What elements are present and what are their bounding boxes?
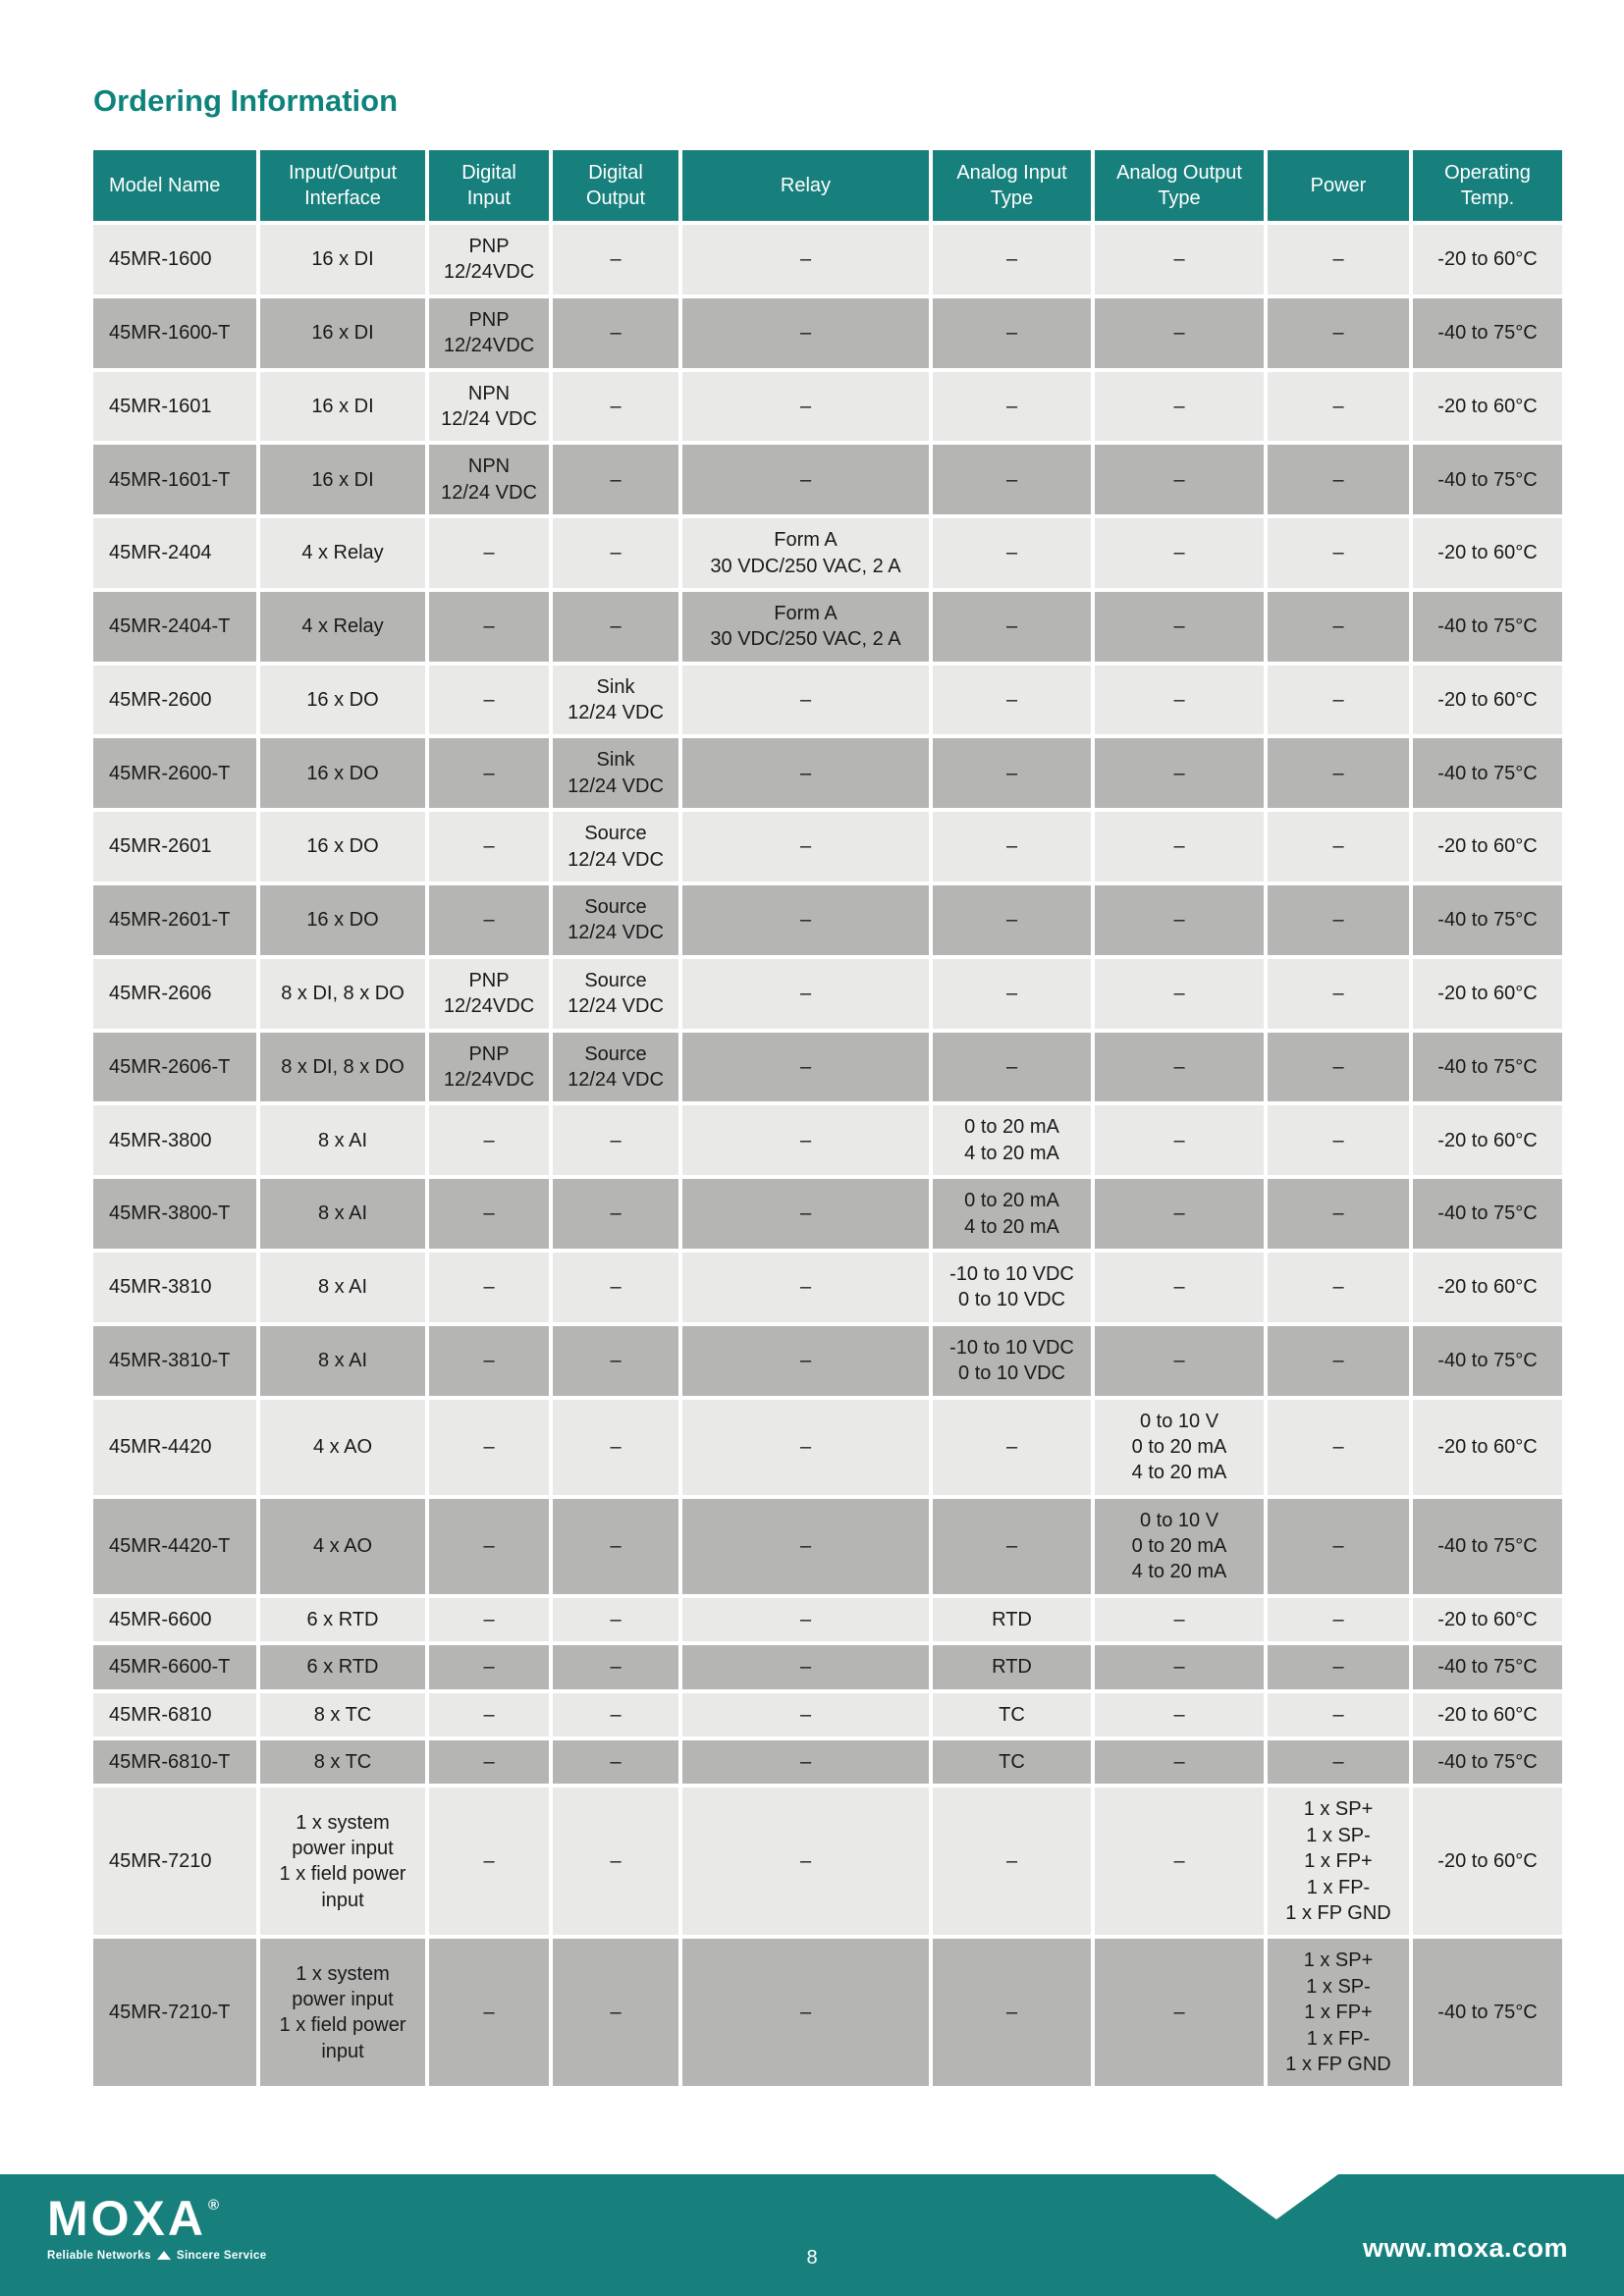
table-cell: 45MR-1600-T xyxy=(91,296,258,370)
table-cell: – xyxy=(1093,1251,1266,1324)
table-cell: 45MR-1601-T xyxy=(91,443,258,516)
table-cell: 45MR-6600-T xyxy=(91,1643,258,1690)
table-cell: 8 x AI xyxy=(258,1177,427,1251)
header-cell: Operating Temp. xyxy=(1411,148,1564,223)
table-cell: – xyxy=(1093,1937,1266,2088)
table-cell: Source 12/24 VDC xyxy=(551,883,680,957)
table-cell: 16 x DO xyxy=(258,664,427,737)
table-cell: 45MR-7210-T xyxy=(91,1937,258,2088)
logo-tagline xyxy=(47,2250,267,2262)
table-cell: 0 to 10 V 0 to 20 mA 4 to 20 mA xyxy=(1093,1398,1266,1497)
page-number: 8 xyxy=(806,2247,818,2269)
table-cell: RTD xyxy=(931,1643,1093,1690)
header-cell: Power xyxy=(1266,148,1411,223)
table-cell: -40 to 75°C xyxy=(1411,1177,1564,1251)
table-cell: – xyxy=(931,296,1093,370)
table-cell: – xyxy=(1093,223,1266,296)
ordering-information-table xyxy=(91,148,1564,2088)
table-cell: – xyxy=(680,1497,931,1596)
website-link[interactable]: www.moxa.com xyxy=(1362,2233,1568,2263)
table-cell: – xyxy=(1266,1596,1411,1643)
table-cell: – xyxy=(1093,1324,1266,1398)
table-cell: – xyxy=(931,443,1093,516)
table-row xyxy=(91,664,1564,737)
table-head xyxy=(91,148,1564,223)
table-cell: – xyxy=(551,1324,680,1398)
table-cell: -40 to 75°C xyxy=(1411,883,1564,957)
table-cell: 45MR-7210 xyxy=(91,1786,258,1937)
table-cell: 45MR-1600 xyxy=(91,223,258,296)
table-cell: 1 x SP+ 1 x SP- 1 x FP+ 1 x FP- 1 x FP GND xyxy=(1266,1786,1411,1937)
table-cell: PNP 12/24VDC xyxy=(427,296,551,370)
table-cell: -20 to 60°C xyxy=(1411,1691,1564,1738)
table-cell: – xyxy=(1093,1738,1266,1786)
table-cell: -40 to 75°C xyxy=(1411,1738,1564,1786)
table-cell: – xyxy=(1266,1643,1411,1690)
logo-text xyxy=(47,2191,267,2246)
table-cell: 45MR-6600 xyxy=(91,1596,258,1643)
table-cell: – xyxy=(427,883,551,957)
table-cell: – xyxy=(1093,810,1266,883)
table-cell: – xyxy=(1093,1691,1266,1738)
table-cell: – xyxy=(931,590,1093,664)
table-cell: – xyxy=(1093,883,1266,957)
table-cell: – xyxy=(427,1596,551,1643)
table-cell: – xyxy=(1093,370,1266,444)
chevron-down-notch xyxy=(1215,2174,1338,2219)
table-cell: 45MR-3800 xyxy=(91,1103,258,1177)
table-row xyxy=(91,1643,1564,1690)
table-cell: Form A 30 VDC/250 VAC, 2 A xyxy=(680,590,931,664)
table-row xyxy=(91,883,1564,957)
triangle-icon xyxy=(157,2251,171,2260)
table-cell: -20 to 60°C xyxy=(1411,1251,1564,1324)
table-row xyxy=(91,1596,1564,1643)
table-cell: – xyxy=(427,810,551,883)
table-cell: – xyxy=(680,296,931,370)
table-cell: – xyxy=(931,370,1093,444)
table-cell: – xyxy=(1093,443,1266,516)
table-cell: -20 to 60°C xyxy=(1411,664,1564,737)
table-cell: – xyxy=(680,1031,931,1104)
table-cell: -40 to 75°C xyxy=(1411,296,1564,370)
table-cell: -20 to 60°C xyxy=(1411,957,1564,1031)
table-cell: – xyxy=(551,223,680,296)
table-cell: – xyxy=(680,1103,931,1177)
table-cell: 45MR-2404 xyxy=(91,516,258,590)
table-cell: – xyxy=(551,1786,680,1937)
header-cell: Relay xyxy=(680,148,931,223)
table-cell: 8 x DI, 8 x DO xyxy=(258,957,427,1031)
table-cell: – xyxy=(551,1251,680,1324)
table-cell: 45MR-6810 xyxy=(91,1691,258,1738)
table-cell: – xyxy=(680,443,931,516)
table-cell: 1 x system power input 1 x field power input xyxy=(258,1937,427,2088)
table-cell: – xyxy=(1266,1103,1411,1177)
table-cell: – xyxy=(680,664,931,737)
table-cell: – xyxy=(931,1786,1093,1937)
table-cell: – xyxy=(427,1691,551,1738)
table-cell: 4 x Relay xyxy=(258,516,427,590)
table-cell: 45MR-3810 xyxy=(91,1251,258,1324)
table-cell: – xyxy=(1093,957,1266,1031)
table-cell: – xyxy=(680,1398,931,1497)
table-cell: 8 x TC xyxy=(258,1691,427,1738)
table-cell: – xyxy=(931,516,1093,590)
table-cell: RTD xyxy=(931,1596,1093,1643)
table-cell: – xyxy=(680,810,931,883)
table-cell: 45MR-2601-T xyxy=(91,883,258,957)
table-cell: PNP 12/24VDC xyxy=(427,1031,551,1104)
table-cell: – xyxy=(931,736,1093,810)
table-cell: – xyxy=(680,1643,931,1690)
table-cell: PNP 12/24VDC xyxy=(427,223,551,296)
tagline-left: Reliable Networks xyxy=(47,2250,151,2262)
footer xyxy=(0,2174,1624,2296)
table-cell: – xyxy=(427,1643,551,1690)
table-cell: 1 x SP+ 1 x SP- 1 x FP+ 1 x FP- 1 x FP GND xyxy=(1266,1937,1411,2088)
table-cell: – xyxy=(931,1031,1093,1104)
table-cell: – xyxy=(551,1103,680,1177)
table-cell: -40 to 75°C xyxy=(1411,736,1564,810)
table-cell: – xyxy=(1266,810,1411,883)
table-cell: -40 to 75°C xyxy=(1411,1324,1564,1398)
table-cell: – xyxy=(680,736,931,810)
table-cell: -20 to 60°C xyxy=(1411,516,1564,590)
table-cell: – xyxy=(427,1324,551,1398)
table-cell: 6 x RTD xyxy=(258,1596,427,1643)
table-row xyxy=(91,1738,1564,1786)
table-cell: 45MR-6810-T xyxy=(91,1738,258,1786)
table-cell: Form A 30 VDC/250 VAC, 2 A xyxy=(680,516,931,590)
table-cell: – xyxy=(551,370,680,444)
table-cell: – xyxy=(551,1643,680,1690)
table-row xyxy=(91,1251,1564,1324)
table-cell: – xyxy=(1266,736,1411,810)
table-cell: 45MR-4420-T xyxy=(91,1497,258,1596)
table-cell: – xyxy=(1266,296,1411,370)
table-cell: NPN 12/24 VDC xyxy=(427,370,551,444)
table-cell: Sink 12/24 VDC xyxy=(551,664,680,737)
table-cell: – xyxy=(427,1251,551,1324)
table-cell: – xyxy=(1266,1738,1411,1786)
table-cell: – xyxy=(1266,223,1411,296)
table-row xyxy=(91,1691,1564,1738)
table-cell: 45MR-2606-T xyxy=(91,1031,258,1104)
table-cell: – xyxy=(427,1786,551,1937)
table-cell: 8 x DI, 8 x DO xyxy=(258,1031,427,1104)
table-cell: – xyxy=(680,1177,931,1251)
table-cell: – xyxy=(1093,1103,1266,1177)
table-cell: 16 x DI xyxy=(258,443,427,516)
table-cell: 16 x DO xyxy=(258,883,427,957)
table-row xyxy=(91,1324,1564,1398)
table-cell: – xyxy=(1093,590,1266,664)
header-cell: Input/Output Interface xyxy=(258,148,427,223)
table-cell: -20 to 60°C xyxy=(1411,810,1564,883)
table-cell: 8 x AI xyxy=(258,1103,427,1177)
table-cell: 45MR-3800-T xyxy=(91,1177,258,1251)
table-cell: TC xyxy=(931,1738,1093,1786)
table-cell: -20 to 60°C xyxy=(1411,223,1564,296)
table-cell: Source 12/24 VDC xyxy=(551,957,680,1031)
table-cell: 45MR-2606 xyxy=(91,957,258,1031)
table-row xyxy=(91,1786,1564,1937)
table-row xyxy=(91,443,1564,516)
table-cell: – xyxy=(1266,1031,1411,1104)
table-cell: 8 x AI xyxy=(258,1251,427,1324)
table-cell: – xyxy=(551,443,680,516)
table-cell: – xyxy=(427,1398,551,1497)
header-cell: Digital Input xyxy=(427,148,551,223)
table-cell: -10 to 10 VDC 0 to 10 VDC xyxy=(931,1324,1093,1398)
table-cell: 4 x Relay xyxy=(258,590,427,664)
table-row xyxy=(91,736,1564,810)
table-cell: – xyxy=(1266,1251,1411,1324)
table-cell: 4 x AO xyxy=(258,1497,427,1596)
table-cell: – xyxy=(551,1398,680,1497)
table-cell: 45MR-3810-T xyxy=(91,1324,258,1398)
table-cell: -20 to 60°C xyxy=(1411,1103,1564,1177)
table-cell: NPN 12/24 VDC xyxy=(427,443,551,516)
table-row xyxy=(91,223,1564,296)
table-cell: Source 12/24 VDC xyxy=(551,1031,680,1104)
table-cell: – xyxy=(1093,664,1266,737)
table-cell: 45MR-4420 xyxy=(91,1398,258,1497)
table-cell: – xyxy=(1266,516,1411,590)
table-cell: – xyxy=(427,1497,551,1596)
table-cell: – xyxy=(931,1497,1093,1596)
registered-trademark-icon: ® xyxy=(208,2197,220,2214)
table-cell: – xyxy=(931,810,1093,883)
table-cell: – xyxy=(680,370,931,444)
table-cell: – xyxy=(1266,1691,1411,1738)
table-cell: – xyxy=(931,664,1093,737)
table-cell: -40 to 75°C xyxy=(1411,1643,1564,1690)
table-cell: – xyxy=(427,590,551,664)
table-cell: – xyxy=(1093,736,1266,810)
table-cell: – xyxy=(1266,883,1411,957)
table-cell: – xyxy=(680,1691,931,1738)
table-cell: -40 to 75°C xyxy=(1411,443,1564,516)
table-cell: – xyxy=(551,1937,680,2088)
table-cell: 4 x AO xyxy=(258,1398,427,1497)
table-cell: – xyxy=(427,1738,551,1786)
table-cell: – xyxy=(1266,1177,1411,1251)
table-cell: – xyxy=(1093,1786,1266,1937)
table-row xyxy=(91,590,1564,664)
table-cell: – xyxy=(680,1786,931,1937)
table-cell: – xyxy=(1093,1596,1266,1643)
table-row xyxy=(91,1398,1564,1497)
table-cell: 6 x RTD xyxy=(258,1643,427,1690)
table-cell: – xyxy=(1266,1497,1411,1596)
tagline-right: Sincere Service xyxy=(176,2250,267,2262)
table-cell: – xyxy=(427,516,551,590)
table-cell: – xyxy=(551,1691,680,1738)
table-row xyxy=(91,296,1564,370)
table-cell: 45MR-2601 xyxy=(91,810,258,883)
table-cell: Source 12/24 VDC xyxy=(551,810,680,883)
table-cell: – xyxy=(680,223,931,296)
table-cell: – xyxy=(1266,1398,1411,1497)
logo-word: MOXA xyxy=(47,2191,206,2246)
table-cell: 1 x system power input 1 x field power input xyxy=(258,1786,427,1937)
table-cell: -40 to 75°C xyxy=(1411,1497,1564,1596)
moxa-logo xyxy=(47,2191,267,2262)
table-row xyxy=(91,1937,1564,2088)
table-cell: 16 x DO xyxy=(258,810,427,883)
table-cell: 45MR-2600 xyxy=(91,664,258,737)
table-cell: – xyxy=(1093,1177,1266,1251)
table-cell: 16 x DI xyxy=(258,296,427,370)
table-cell: 0 to 20 mA 4 to 20 mA xyxy=(931,1177,1093,1251)
table-row xyxy=(91,1497,1564,1596)
table-cell: – xyxy=(1266,370,1411,444)
table-cell: -40 to 75°C xyxy=(1411,590,1564,664)
table-row xyxy=(91,1031,1564,1104)
table-cell: – xyxy=(427,1103,551,1177)
table-cell: – xyxy=(551,1177,680,1251)
table-cell: – xyxy=(680,1937,931,2088)
table-cell: – xyxy=(680,1738,931,1786)
table-cell: – xyxy=(1093,516,1266,590)
table-cell: 45MR-2600-T xyxy=(91,736,258,810)
table-cell: -20 to 60°C xyxy=(1411,1398,1564,1497)
table-cell: -20 to 60°C xyxy=(1411,1596,1564,1643)
table-cell: – xyxy=(680,883,931,957)
table-cell: 16 x DI xyxy=(258,370,427,444)
table-cell: – xyxy=(931,1398,1093,1497)
table-cell: PNP 12/24VDC xyxy=(427,957,551,1031)
header-cell: Model Name xyxy=(91,148,258,223)
table-cell: -20 to 60°C xyxy=(1411,370,1564,444)
table-cell: – xyxy=(1266,1324,1411,1398)
table-cell: – xyxy=(1093,1031,1266,1104)
table-cell: -40 to 75°C xyxy=(1411,1031,1564,1104)
table-cell: 16 x DO xyxy=(258,736,427,810)
table-cell: – xyxy=(427,664,551,737)
table-cell: – xyxy=(427,1177,551,1251)
table-cell: – xyxy=(1266,664,1411,737)
table-cell: 0 to 20 mA 4 to 20 mA xyxy=(931,1103,1093,1177)
table-cell: – xyxy=(551,1596,680,1643)
header-cell: Digital Output xyxy=(551,148,680,223)
table-cell: – xyxy=(680,1324,931,1398)
table-cell: – xyxy=(1266,590,1411,664)
table-cell: 8 x AI xyxy=(258,1324,427,1398)
table-cell: – xyxy=(551,1497,680,1596)
table-cell: – xyxy=(551,1738,680,1786)
table-cell: – xyxy=(551,590,680,664)
table-cell: 8 x TC xyxy=(258,1738,427,1786)
table-cell: – xyxy=(551,296,680,370)
table-cell: – xyxy=(931,223,1093,296)
table-cell: – xyxy=(427,736,551,810)
table-cell: – xyxy=(1093,296,1266,370)
table-cell: – xyxy=(680,1596,931,1643)
page-title: Ordering Information xyxy=(93,83,398,118)
header-cell: Analog Input Type xyxy=(931,148,1093,223)
table-cell: – xyxy=(1266,957,1411,1031)
table-cell: – xyxy=(551,516,680,590)
table-cell: 45MR-1601 xyxy=(91,370,258,444)
table-body xyxy=(91,223,1564,2088)
table-cell: 45MR-2404-T xyxy=(91,590,258,664)
table-cell: -40 to 75°C xyxy=(1411,1937,1564,2088)
table-cell: TC xyxy=(931,1691,1093,1738)
table-row xyxy=(91,957,1564,1031)
table-cell: – xyxy=(1266,443,1411,516)
table-row xyxy=(91,370,1564,444)
table-cell: – xyxy=(427,1937,551,2088)
table-cell: – xyxy=(680,1251,931,1324)
table-cell: 0 to 10 V 0 to 20 mA 4 to 20 mA xyxy=(1093,1497,1266,1596)
header-cell: Analog Output Type xyxy=(1093,148,1266,223)
table-cell: -20 to 60°C xyxy=(1411,1786,1564,1937)
table-cell: Sink 12/24 VDC xyxy=(551,736,680,810)
table-cell: 16 x DI xyxy=(258,223,427,296)
table-row xyxy=(91,1103,1564,1177)
table-cell: -10 to 10 VDC 0 to 10 VDC xyxy=(931,1251,1093,1324)
table-cell: – xyxy=(931,1937,1093,2088)
table-header-row xyxy=(91,148,1564,223)
table-cell: – xyxy=(931,883,1093,957)
table-cell: – xyxy=(1093,1643,1266,1690)
table-cell: – xyxy=(680,957,931,1031)
table-row xyxy=(91,810,1564,883)
table-row xyxy=(91,516,1564,590)
table-cell: – xyxy=(931,957,1093,1031)
table-row xyxy=(91,1177,1564,1251)
